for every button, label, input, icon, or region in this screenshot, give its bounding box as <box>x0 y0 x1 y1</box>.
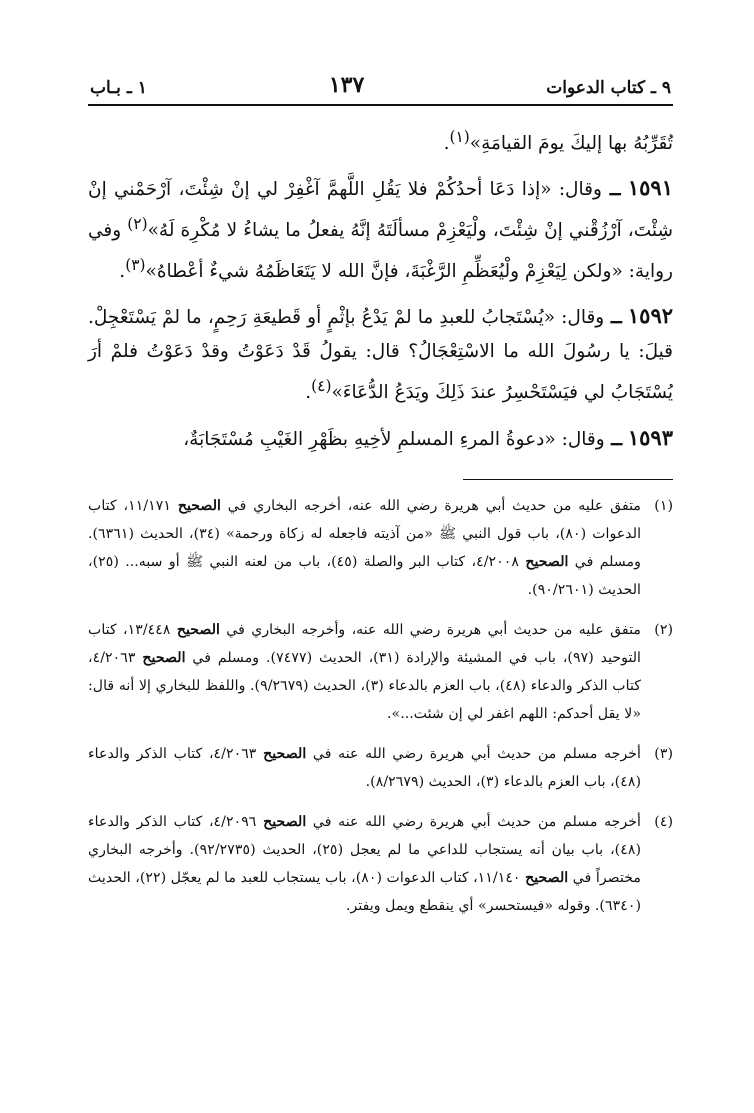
main-text <box>88 120 673 457</box>
hadith-1591 <box>88 171 673 289</box>
footnote-ref: (١) <box>449 128 470 146</box>
book-page <box>88 72 673 932</box>
hadith-number: ١٥٩٣ <box>627 424 673 450</box>
header-rule <box>88 104 673 106</box>
footnote-text: أخرجه مسلم من حديث أبي هريرة رضي الله عنه في الصحيح ٤/٢٠٦٣، كتاب الذكر والدعاء (٤٨)، باب العزم بالدعاء (٣)، الحديث (٨/٢٦٧٩). <box>88 745 641 790</box>
hadith-number: ١٥٩١ <box>627 175 673 201</box>
hadith-tail: . <box>305 382 312 404</box>
footnote-4 <box>88 808 673 920</box>
footnote-text: متفق عليه من حديث أبي هريرة رضي الله عنه، أخرجه البخاري في الصحيح ١١/١٧١، كتاب الدعوات (٨٠)، باب قول النبي ﷺ «من آذيته فاجعله له زكاة ورحمة» (٣٤)، الحديث (٦٣٦١). ومسلم في الصحيح ٤/٢٠٠٨، كتاب البر والصلة (٤٥)، باب من لعنه النبي ﷺ أو سبه... (٢٥)، الحديث (٩٠/٢٦٠١). <box>88 497 642 598</box>
footnote-1 <box>88 492 673 604</box>
footnote-number: (٣) <box>654 745 673 762</box>
continuation-text: تُقَرِّبُهُ بها إليكَ يومَ القيامَةِ» <box>469 133 673 155</box>
hadith-text-variant: وفي رواية: «ولكن لِيَعْزِمْ ولْيُعَظِّمِ الرَّغْبَةَ، فإنَّ الله لا يَتَعَاظَمُهُ شيءٌ أعْطاهُ» <box>88 220 673 283</box>
hadith-text: وقال: «إذا دَعَا أحدُكُمْ فلا يَقُلِ اللَّهمَّ آغْفِرْ لي إنْ شِئْتَ، آرْحَمْني إنْ شِئْتَ، آرْزُقْني إنْ شِئْتَ، ولْيَعْزِمْ مسألَتَهُ إنَّهُ يفعلُ ما يشاءُ لا مُكْرِهَ لَهُ» <box>88 179 674 242</box>
header-section-title: ١ ـ بـاب <box>90 78 147 98</box>
footnote-number: (١) <box>654 497 673 514</box>
footnote-text: أخرجه مسلم من حديث أبي هريرة رضي الله عنه في الصحيح ٤/٢٠٩٦، كتاب الذكر والدعاء (٤٨)، باب بيان أنه يستجاب للداعي ما لم يعجل (٢٥)، الحديث (٩٢/٢٧٣٥). وأخرجه البخاري مختصراً في الصحيح ١١/١٤٠، كتاب الدعوات (٨٠)، باب يستجاب للعبد ما لم يعجّل (٢٢)، الحديث (٦٣٤٠). وقوله «فيستحسر» أي ينقطع ويمل ويفتر. <box>88 813 641 914</box>
hadith-dash: ــ <box>604 428 622 450</box>
page-number: ١٣٧ <box>328 72 365 98</box>
hadith-1592 <box>88 299 673 410</box>
hadith-1593 <box>88 421 673 457</box>
footnote-number: (٢) <box>654 621 673 638</box>
hadith-text: وقال: «دعوةُ المرءِ المسلمِ لأخِيهِ بظَهْرِ الغَيْبِ مُسْتَجَابَةٌ، <box>183 428 605 450</box>
footnote-2 <box>88 616 673 728</box>
hadith-text: وقال: «يُسْتَجابُ للعبدِ ما لمْ يَدْعُ بإثْمٍ أو قَطيعَةِ رَحِمٍ، ما لمْ يَسْتَعْجِلْ. قيلَ: يا رسُولَ الله ما الاسْتِعْجَالُ؟ قال: يقولُ قَدْ دَعَوْتُ وقدْ دَعَوْتُ فلمْ أرَ يُسْتَجَابُ لي فيَسْتَحْسِرُ عندَ ذَلِكَ ويَدَعُ الدُّعَاءَ» <box>88 307 674 404</box>
hadith-number: ١٥٩٢ <box>627 303 674 329</box>
footnote-text: متفق عليه من حديث أبي هريرة رضي الله عنه، وأخرجه البخاري في الصحيح ١٣/٤٤٨، كتاب التوحيد (٩٧)، باب في المشيئة والإرادة (٣١)، الحديث (٧٤٧٧). ومسلم في الصحيح ٤/٢٠٦٣، كتاب الذكر والدعاء (٤٨)، باب العزم بالدعاء (٣)، الحديث (٩/٢٦٧٩). واللفظ للبخاري إلا أنه قال: «لا يقل أحدكم: اللهم اغفر لي إن شئت...». <box>88 621 642 722</box>
footnote-ref: (٤) <box>311 377 332 396</box>
hadith-dash: ــ <box>604 307 622 329</box>
running-header <box>88 72 673 104</box>
header-chapter-title: ٩ ـ كتاب الدعوات <box>546 78 671 98</box>
hadith-dash: ــ <box>601 179 621 201</box>
continuation-paragraph: تُقَرِّبُهُ بها إليكَ يومَ القيامَةِ»$^{(١)}$. <box>443 128 673 155</box>
footnote-3 <box>88 740 673 796</box>
footnotes <box>88 492 673 920</box>
footnote-separator <box>463 479 673 480</box>
footnote-number: (٤) <box>654 813 673 830</box>
footnote-ref: (٣) <box>125 256 146 275</box>
hadith-tail: . <box>119 261 126 283</box>
footnote-ref: (٢) <box>127 215 148 234</box>
